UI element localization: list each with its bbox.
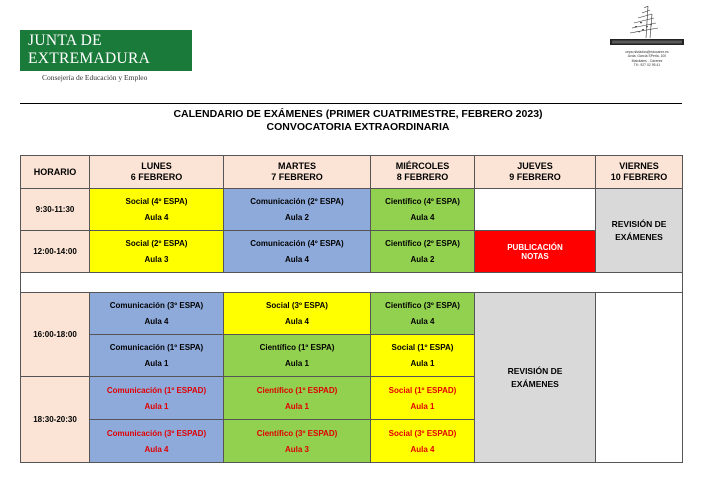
exam-cell: Social (1º ESPA) Aula 1 bbox=[371, 335, 475, 377]
col-header-martes: MARTES 7 FEBRERO bbox=[224, 156, 371, 189]
table-row bbox=[21, 231, 683, 273]
empty-cell bbox=[596, 293, 683, 463]
school-logo bbox=[604, 4, 690, 72]
exam-cell: Comunicación (3º ESPA) Aula 4 bbox=[90, 293, 224, 335]
org-subtitle: Consejería de Educación y Empleo bbox=[42, 73, 148, 82]
school-email: cepa.nilziados@educarex.es bbox=[625, 50, 669, 54]
spacer-row bbox=[21, 273, 683, 293]
exam-cell: Científico (4º ESPA) Aula 4 bbox=[371, 189, 475, 231]
table-row bbox=[21, 189, 683, 231]
school-street: Avda. García SPerla, 100 bbox=[627, 54, 667, 59]
exam-cell: Social (2º ESPA) Aula 3 bbox=[90, 231, 224, 273]
school-city: Malcitales - Cáceres bbox=[631, 58, 663, 63]
exam-cell: Social (4º ESPA) Aula 4 bbox=[90, 189, 224, 231]
exam-cell: Social (3º ESPAD) Aula 4 bbox=[371, 420, 475, 463]
time-slot: 12:00-14:00 bbox=[21, 231, 90, 273]
org-logo bbox=[20, 30, 192, 82]
col-header-horario: HORARIO bbox=[21, 156, 90, 189]
header-row bbox=[21, 156, 683, 189]
time-slot: 9:30-11:30 bbox=[21, 189, 90, 231]
exam-cell: Social (1º ESPAD) Aula 1 bbox=[371, 377, 475, 420]
exam-cell: Comunicación (1º ESPAD) Aula 1 bbox=[90, 377, 224, 420]
page-title bbox=[0, 108, 716, 134]
school-address bbox=[604, 50, 690, 67]
publicacion-cell: PUBLICACIÓN NOTAS bbox=[475, 231, 596, 273]
exam-schedule-table bbox=[20, 155, 683, 463]
exam-cell: Social (3º ESPA) Aula 4 bbox=[224, 293, 371, 335]
exam-cell: Comunicación (3º ESPAD) Aula 4 bbox=[90, 420, 224, 463]
col-header-viernes: VIERNES 10 FEBRERO bbox=[596, 156, 683, 189]
exam-cell: Científico (2º ESPA) Aula 2 bbox=[371, 231, 475, 273]
time-slot: 16:00-18:00 bbox=[21, 293, 90, 377]
col-header-miercoles: MIÉRCOLES 8 FEBRERO bbox=[371, 156, 475, 189]
exam-cell: Científico (3º ESPAD) Aula 3 bbox=[224, 420, 371, 463]
revision-cell: REVISIÓN DE EXÁMENES bbox=[596, 189, 683, 273]
school-phone: Tlf.: 927 02 95 41 bbox=[633, 62, 661, 67]
exam-cell: Científico (1º ESPA) Aula 1 bbox=[224, 335, 371, 377]
spacer-cell bbox=[21, 273, 683, 293]
org-name: JUNTA DE EXTREMADURA bbox=[20, 30, 192, 71]
col-header-jueves: JUEVES 9 FEBRERO bbox=[475, 156, 596, 189]
time-slot: 18:30-20:30 bbox=[21, 377, 90, 463]
exam-cell: Comunicación (2º ESPA) Aula 2 bbox=[224, 189, 371, 231]
col-header-lunes: LUNES 6 FEBRERO bbox=[90, 156, 224, 189]
exam-cell: Científico (3º ESPA) Aula 4 bbox=[371, 293, 475, 335]
exam-cell: Comunicación (1º ESPA) Aula 1 bbox=[90, 335, 224, 377]
exam-cell: Científico (1º ESPAD) Aula 1 bbox=[224, 377, 371, 420]
exam-cell: Comunicación (4º ESPA) Aula 4 bbox=[224, 231, 371, 273]
table-row bbox=[21, 293, 683, 335]
school-emblem-icon bbox=[604, 4, 690, 50]
revision-cell: REVISIÓN DE EXÁMENES bbox=[475, 293, 596, 463]
title-line-1: CALENDARIO DE EXÁMENES (PRIMER CUATRIMESTRE, FEBRERO 2023) bbox=[173, 108, 543, 120]
title-line-2: CONVOCATORIA EXTRAORDINARIA bbox=[266, 121, 450, 133]
header-rule bbox=[20, 103, 682, 104]
empty-cell bbox=[475, 189, 596, 231]
